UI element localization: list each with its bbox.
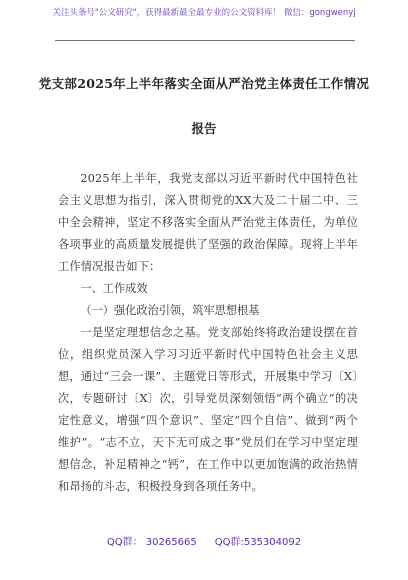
subsection-heading: （一）强化政治引领，筑牢思想根基 <box>80 304 260 317</box>
header-divider <box>55 40 355 41</box>
document-title-line2: 报告 <box>191 121 217 136</box>
footer <box>0 533 408 548</box>
section-heading: 一、工作成效 <box>80 282 148 295</box>
footer-qq-group-2: QQ群:535304092 <box>214 537 302 548</box>
body-paragraph: 一是坚定理想信念之基。党支部始终将政治建设摆在首位，组织党员深入学习习近平新时代中国特色社会主义思想，通过“三会一课”、主题党日等形式，开展集中学习〔X〕次，专题研讨〔X〕次，引导党员深刻领悟“两个确立”的决定性意义，增强“四个意识”、坚定“四个自信”、做到“两个维护”。“志不立，天下无可成之事”党员们在学习中坚定理想信念，补足精神之“钙”，在工作中以更加饱满的政治热情和昂扬的斗志，积极投身到各项任务中。 <box>58 326 358 493</box>
header-banner: 关注头条号"公文研究"，获得最新最全最专业的公文资料库！ 微信：gongwenyj <box>52 8 356 18</box>
intro-paragraph: 2025年上半年，我党支部以习近平新时代中国特色社会主义思想为指引，深入贯彻党的XX大及二十届二中、三中全会精神，坚定不移落实全面从严治党主体责任，为单位各项事业的高质量发展提供了坚强的政治保障。现将上半年工作情况报告如下： <box>58 172 358 273</box>
document-title: 党支部2025年上半年落实全面从严治党主体责任工作情况 <box>38 76 370 91</box>
document-body <box>58 168 358 498</box>
footer-qq-group-1: QQ群： 30265665 <box>106 537 197 548</box>
